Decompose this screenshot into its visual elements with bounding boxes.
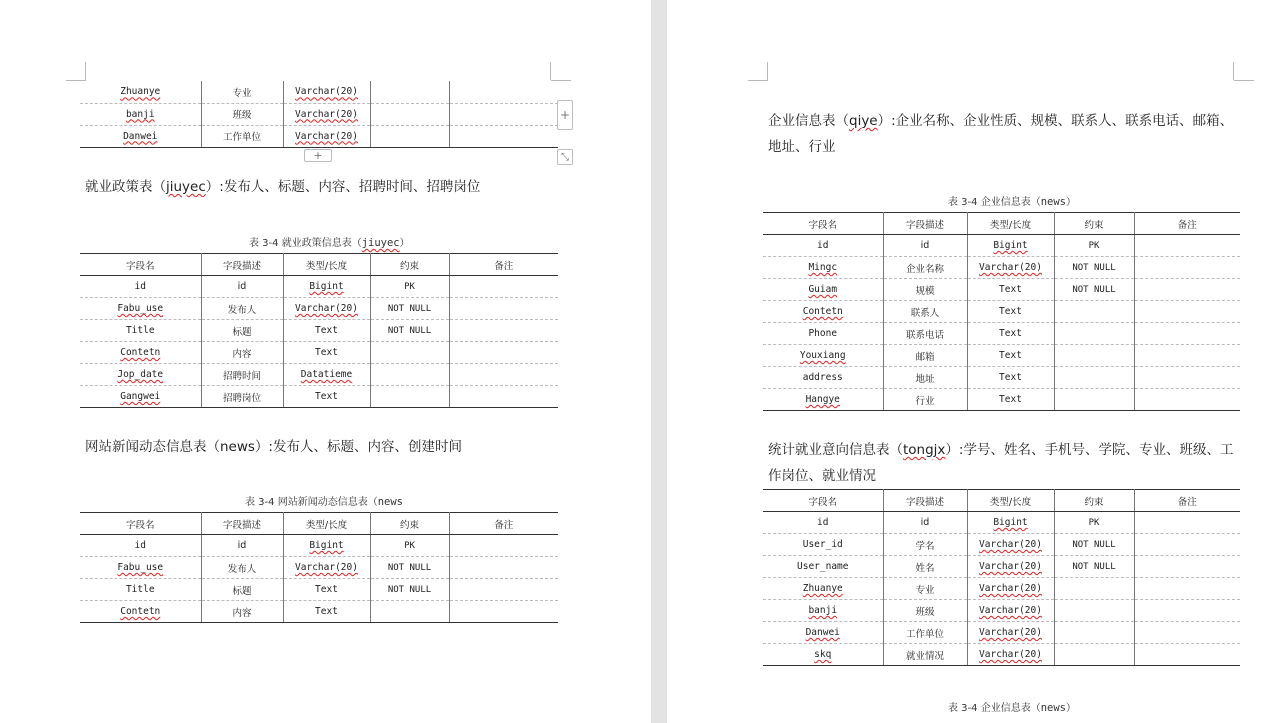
column-header[interactable]: 字段描述 — [883, 490, 967, 512]
table-cell[interactable] — [1054, 578, 1134, 600]
table-cell[interactable]: Bigint — [967, 512, 1054, 534]
table-row — [763, 556, 1240, 578]
table-cell[interactable]: 标题 — [201, 320, 283, 342]
table-row — [763, 534, 1240, 556]
qiye-table[interactable] — [763, 212, 1240, 411]
table-cell[interactable] — [1134, 367, 1240, 389]
table-cell[interactable]: Varchar(20) — [283, 81, 370, 103]
table-cell[interactable] — [370, 81, 449, 103]
table-cell[interactable]: Guiam — [763, 279, 883, 301]
table-cell[interactable]: Text — [283, 601, 370, 623]
table-cell[interactable]: NOT NULL — [370, 298, 449, 320]
table-cell[interactable]: Contetn — [763, 301, 883, 323]
table-cell[interactable]: 工作单位 — [201, 125, 283, 147]
table-cell[interactable]: Contetn — [80, 601, 201, 623]
table-cell[interactable]: Varchar(20) — [967, 578, 1054, 600]
table-caption-qiye: 表 3-4 企业信息表（news） — [948, 196, 1076, 208]
table-cell[interactable]: 班级 — [201, 103, 283, 125]
table-cell[interactable]: 招聘岗位 — [201, 386, 283, 408]
table-cell[interactable] — [370, 103, 449, 125]
column-header[interactable]: 备注 — [449, 254, 558, 276]
news-table[interactable] — [80, 512, 558, 623]
table-cell[interactable]: 姓名 — [883, 556, 967, 578]
table-cell[interactable]: id — [201, 535, 283, 557]
table-cell[interactable]: 就业情况 — [883, 644, 967, 666]
table-cell[interactable]: id — [883, 512, 967, 534]
table-cell[interactable] — [449, 125, 558, 147]
table-row — [763, 345, 1240, 367]
table-cell[interactable]: 班级 — [883, 600, 967, 622]
table-cell[interactable] — [449, 298, 558, 320]
column-header[interactable]: 备注 — [449, 513, 558, 535]
table-cell[interactable]: Bigint — [283, 535, 370, 557]
table-cell[interactable] — [1134, 644, 1240, 666]
table-cell[interactable]: Zhuanye — [80, 81, 201, 103]
table-cell[interactable]: Mingc — [763, 257, 883, 279]
table-cell[interactable]: Zhuanye — [763, 578, 883, 600]
table-cell[interactable]: Text — [283, 579, 370, 601]
table-row — [763, 279, 1240, 301]
table-cell[interactable]: 学名 — [883, 534, 967, 556]
margin-corner-mark — [767, 62, 768, 80]
table-row — [763, 578, 1240, 600]
table-cell[interactable]: 发布人 — [201, 298, 283, 320]
table-row — [80, 386, 558, 408]
margin-corner-mark — [550, 62, 551, 80]
table-cell[interactable] — [449, 557, 558, 579]
jiuyec-table[interactable] — [80, 253, 558, 408]
table-cell[interactable]: Title — [80, 579, 201, 601]
table-cell[interactable]: Varchar(20) — [967, 600, 1054, 622]
table-row — [80, 276, 558, 298]
table-cell[interactable]: Varchar(20) — [967, 622, 1054, 644]
table-cell[interactable]: Varchar(20) — [283, 298, 370, 320]
column-header[interactable]: 字段描述 — [201, 254, 283, 276]
table-cell[interactable] — [449, 103, 558, 125]
table-cell[interactable]: Varchar(20) — [967, 257, 1054, 279]
table-cell[interactable] — [1134, 600, 1240, 622]
table-cell[interactable] — [370, 125, 449, 147]
table-cell[interactable] — [1054, 600, 1134, 622]
column-header[interactable]: 字段名 — [80, 513, 201, 535]
column-header[interactable]: 类型/长度 — [967, 490, 1054, 512]
table-cell[interactable]: User_id — [763, 534, 883, 556]
table-cell[interactable]: address — [763, 367, 883, 389]
table-resize-handle[interactable]: ⤡ — [557, 149, 573, 165]
section-heading-tongjx: 统计就业意向信息表（tongjx）:学号、姓名、手机号、学院、专业、班级、工 作岗位、就业情况 — [768, 442, 1234, 484]
table-row — [80, 103, 558, 125]
table-row — [80, 557, 558, 579]
section-heading-qiye: 企业信息表（qiye）:企业名称、企业性质、规模、联系人、联系电话、邮箱、 地址、行业 — [768, 113, 1234, 155]
column-header[interactable]: 约束 — [1054, 213, 1134, 235]
table-cell[interactable] — [449, 320, 558, 342]
table-cell[interactable]: Text — [967, 389, 1054, 411]
table-cell[interactable] — [449, 535, 558, 557]
tongjx-table[interactable] — [763, 489, 1240, 666]
table-cell[interactable] — [1134, 534, 1240, 556]
table-row — [763, 644, 1240, 666]
table-row — [763, 622, 1240, 644]
table-cell[interactable]: Text — [283, 342, 370, 364]
table-row — [80, 81, 558, 103]
margin-corner-mark — [1233, 62, 1234, 80]
table-cell[interactable] — [1054, 367, 1134, 389]
column-header[interactable]: 类型/长度 — [283, 254, 370, 276]
table-cell[interactable] — [1134, 622, 1240, 644]
column-header[interactable]: 字段描述 — [883, 213, 967, 235]
table-cell[interactable]: 邮箱 — [883, 345, 967, 367]
table-cell[interactable]: NOT NULL — [370, 579, 449, 601]
table-cell[interactable]: 发布人 — [201, 557, 283, 579]
margin-corner-mark — [85, 62, 86, 80]
table-cell[interactable]: Varchar(20) — [967, 556, 1054, 578]
table-cell[interactable]: id — [80, 276, 201, 298]
table-cell[interactable]: PK — [370, 535, 449, 557]
table-row — [80, 320, 558, 342]
table-cell[interactable] — [1134, 556, 1240, 578]
table-cell[interactable]: Varchar(20) — [283, 125, 370, 147]
table-cell[interactable] — [1134, 235, 1240, 257]
section-heading-jiuyec: 就业政策表（jiuyec）:发布人、标题、内容、招聘时间、招聘岗位 — [85, 179, 481, 195]
table-row — [80, 125, 558, 147]
table-cell[interactable] — [1134, 389, 1240, 411]
table-row — [763, 389, 1240, 411]
table-cell[interactable]: id — [763, 235, 883, 257]
table-caption-news: 表 3-4 网站新闻动态信息表（news — [245, 496, 403, 508]
table-row — [763, 257, 1240, 279]
add-column-button[interactable]: + — [557, 100, 573, 130]
table-cell[interactable]: 行业 — [883, 389, 967, 411]
column-header[interactable]: 字段名 — [80, 254, 201, 276]
table-cell[interactable] — [1134, 578, 1240, 600]
table-cell[interactable]: id — [883, 235, 967, 257]
table-cell[interactable]: skq — [763, 644, 883, 666]
table-cell[interactable]: Text — [967, 367, 1054, 389]
table-cell[interactable] — [1054, 622, 1134, 644]
table-cell[interactable]: User_name — [763, 556, 883, 578]
table-cell[interactable]: 规模 — [883, 279, 967, 301]
table-cell[interactable]: Text — [967, 323, 1054, 345]
table-cell[interactable]: 内容 — [201, 342, 283, 364]
table-cell[interactable] — [370, 364, 449, 386]
table-cell[interactable]: Danwei — [763, 622, 883, 644]
table-cell[interactable] — [449, 601, 558, 623]
table-cell[interactable]: banji — [763, 600, 883, 622]
table-cell[interactable]: id — [763, 512, 883, 534]
table-cell[interactable]: PK — [370, 276, 449, 298]
table-cell[interactable]: Varchar(20) — [283, 557, 370, 579]
table-cell[interactable]: Jop_date — [80, 364, 201, 386]
table-cell[interactable] — [449, 386, 558, 408]
table-cell[interactable] — [370, 601, 449, 623]
table-row — [763, 367, 1240, 389]
table-cell[interactable]: banji — [80, 103, 201, 125]
table-cell[interactable] — [1134, 257, 1240, 279]
add-row-button[interactable]: + — [304, 149, 332, 162]
table-cell[interactable]: Fabu_use — [80, 557, 201, 579]
table-cell[interactable]: Varchar(20) — [967, 534, 1054, 556]
table-row — [80, 298, 558, 320]
table-cell[interactable]: Hangye — [763, 389, 883, 411]
table-caption-jiuyec: 表 3-4 就业政策信息表（jiuyec） — [249, 237, 410, 249]
table-cell[interactable] — [449, 342, 558, 364]
table-cell[interactable]: Varchar(20) — [967, 644, 1054, 666]
table-caption-bottom: 表 3-4 企业信息表（news） — [948, 702, 1076, 714]
table-cell[interactable]: 专业 — [201, 81, 283, 103]
table-cell[interactable]: 联系人 — [883, 301, 967, 323]
table-row — [80, 364, 558, 386]
table-cell[interactable] — [1054, 323, 1134, 345]
column-header[interactable]: 备注 — [1134, 490, 1240, 512]
column-header[interactable]: 字段名 — [763, 490, 883, 512]
table-row — [763, 235, 1240, 257]
table-cell[interactable]: NOT NULL — [1054, 556, 1134, 578]
document-page-right[interactable] — [667, 0, 1284, 723]
column-header[interactable]: 约束 — [1054, 490, 1134, 512]
table-cell[interactable]: 工作单位 — [883, 622, 967, 644]
table-cell[interactable]: Danwei — [80, 125, 201, 147]
table-cell[interactable]: NOT NULL — [1054, 534, 1134, 556]
table-cell[interactable]: 标题 — [201, 579, 283, 601]
table-cell[interactable] — [1134, 301, 1240, 323]
table-cell[interactable] — [1054, 345, 1134, 367]
table-cell[interactable]: 专业 — [883, 578, 967, 600]
table-row — [763, 512, 1240, 534]
table-cell[interactable] — [449, 276, 558, 298]
table-row — [763, 323, 1240, 345]
table-cell[interactable]: Text — [967, 279, 1054, 301]
table-cell[interactable]: 地址 — [883, 367, 967, 389]
table-cell[interactable]: NOT NULL — [1054, 257, 1134, 279]
table-cell[interactable]: NOT NULL — [1054, 279, 1134, 301]
margin-corner-mark — [748, 80, 768, 81]
column-header[interactable]: 约束 — [370, 254, 449, 276]
table-cell[interactable]: Bigint — [283, 276, 370, 298]
column-header[interactable]: 约束 — [370, 513, 449, 535]
table-cell[interactable]: Youxiang — [763, 345, 883, 367]
table-cell[interactable]: Gangwei — [80, 386, 201, 408]
table-cell[interactable]: Text — [283, 386, 370, 408]
table-cell[interactable] — [1134, 323, 1240, 345]
table-row — [80, 535, 558, 557]
table-row — [763, 301, 1240, 323]
table-cell[interactable]: id — [80, 535, 201, 557]
table-cell[interactable] — [370, 386, 449, 408]
column-header[interactable]: 类型/长度 — [967, 213, 1054, 235]
section-heading-news: 网站新闻动态信息表（news）:发布人、标题、内容、创建时间 — [85, 439, 462, 455]
table-cell[interactable]: Text — [283, 320, 370, 342]
table-cell[interactable] — [1134, 512, 1240, 534]
table-cell[interactable]: NOT NULL — [370, 557, 449, 579]
table-row — [763, 600, 1240, 622]
table-cell[interactable] — [1054, 389, 1134, 411]
table-cell[interactable] — [449, 579, 558, 601]
table-cell[interactable]: 企业名称 — [883, 257, 967, 279]
table-cell[interactable]: Bigint — [967, 235, 1054, 257]
table-cell[interactable] — [1054, 644, 1134, 666]
table-cell[interactable]: PK — [1054, 235, 1134, 257]
table-cell[interactable]: 招聘时间 — [201, 364, 283, 386]
table-cell[interactable]: Varchar(20) — [283, 103, 370, 125]
table-cell[interactable] — [370, 342, 449, 364]
table-cell[interactable] — [449, 81, 558, 103]
table-cell[interactable]: Fabu_use — [80, 298, 201, 320]
column-header[interactable]: 类型/长度 — [283, 513, 370, 535]
column-header[interactable]: 备注 — [1134, 213, 1240, 235]
table-row — [80, 342, 558, 364]
table-cell[interactable]: Contetn — [80, 342, 201, 364]
table-cell[interactable]: NOT NULL — [370, 320, 449, 342]
table-cell[interactable] — [1054, 301, 1134, 323]
table-row — [80, 601, 558, 623]
table-cell[interactable] — [449, 364, 558, 386]
table-cell[interactable]: Phone — [763, 323, 883, 345]
column-header[interactable]: 字段描述 — [201, 513, 283, 535]
table-cell[interactable] — [1134, 345, 1240, 367]
table-cell[interactable]: Text — [967, 301, 1054, 323]
table-cell[interactable] — [1134, 279, 1240, 301]
table-cell[interactable]: 联系电话 — [883, 323, 967, 345]
table-cell[interactable]: Datatieme — [283, 364, 370, 386]
margin-corner-mark — [1234, 80, 1254, 81]
table-cell[interactable]: Title — [80, 320, 201, 342]
table-cell[interactable]: Text — [967, 345, 1054, 367]
continued-table[interactable] — [80, 81, 558, 148]
column-header[interactable]: 字段名 — [763, 213, 883, 235]
table-cell[interactable]: id — [201, 276, 283, 298]
table-cell[interactable]: PK — [1054, 512, 1134, 534]
table-row — [80, 579, 558, 601]
table-cell[interactable]: 内容 — [201, 601, 283, 623]
